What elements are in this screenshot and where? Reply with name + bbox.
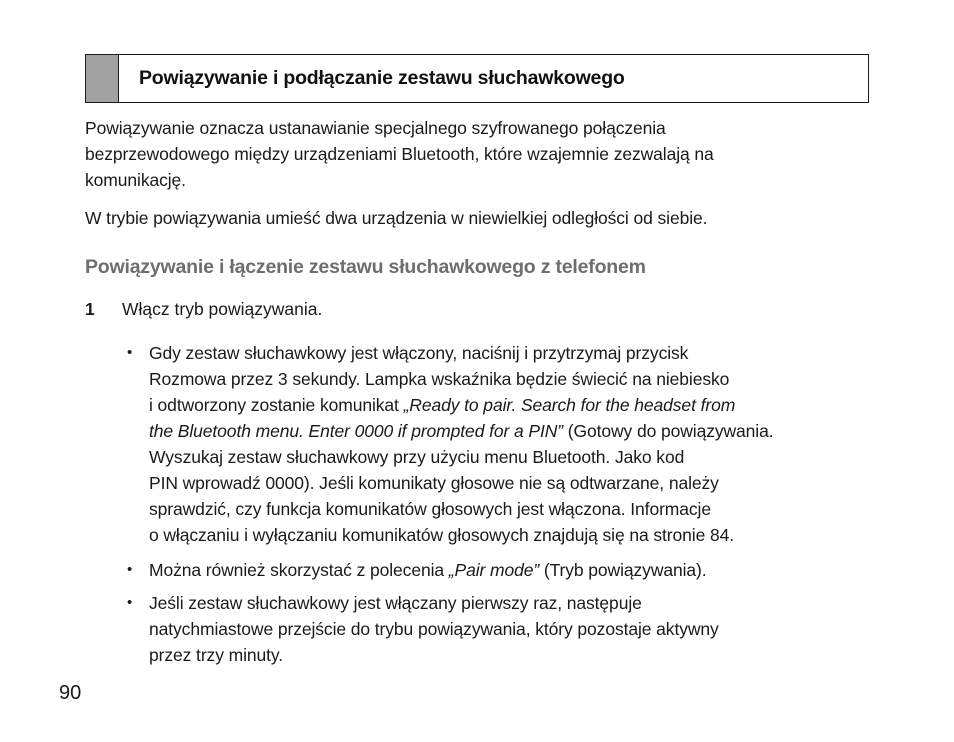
intro-paragraph-line-1: Powiązywanie oznacza ustanawianie specjalnego szyfrowanego połączenia xyxy=(85,118,666,138)
bullet-marker: • xyxy=(127,344,133,361)
intro-paragraph xyxy=(85,115,714,193)
step-text: Włącz tryb powiązywania. xyxy=(122,299,323,319)
voice-prompt-quote: the Bluetooth menu. Enter 0000 if prompted for a PIN” xyxy=(149,421,563,441)
bullet-marker: • xyxy=(127,594,133,611)
intro-paragraph-line-3: komunikację. xyxy=(85,170,186,190)
bullet-line: Wyszukaj zestaw słuchawkowy przy użyciu menu Bluetooth. Jako kod xyxy=(149,447,685,467)
bullet-text xyxy=(149,557,707,583)
bullet-line: Jeśli zestaw słuchawkowy jest włączany pierwszy raz, następuje xyxy=(149,593,642,613)
voice-prompt-quote: „Ready to pair. Search for the headset from xyxy=(403,395,736,415)
bullet-line: natychmiastowe przejście do trybu powiązywania, który pozostaje aktywny xyxy=(149,619,719,639)
intro-paragraph-line-2: bezprzewodowego między urządzeniami Bluetooth, które wzajemnie zezwalają na xyxy=(85,144,714,164)
voice-command-quote: „Pair mode” xyxy=(448,560,540,580)
bullet-text xyxy=(149,340,774,548)
bullet-line: sprawdzić, czy funkcja komunikatów głosowych jest włączona. Informacje xyxy=(149,499,711,519)
bullet-line xyxy=(149,557,707,583)
bullet-marker: • xyxy=(127,561,133,578)
bullet-line-text: (Tryb powiązywania). xyxy=(539,560,707,580)
bullet-line xyxy=(149,392,774,418)
bullet-line-text: i odtworzony zostanie komunikat xyxy=(149,395,404,415)
pairing-distance-paragraph: W trybie powiązywania umieść dwa urządzenia w niewielkiej odległości od siebie. xyxy=(85,208,708,228)
step-1 xyxy=(85,296,322,322)
section-header xyxy=(85,54,869,103)
bullet-line-text: Można również skorzystać z polecenia xyxy=(149,560,449,580)
bullet-text xyxy=(149,590,719,668)
bullet-line-text: (Gotowy do powiązywania. xyxy=(562,421,774,441)
page-number: 90 xyxy=(59,682,82,704)
bullet-line: przez trzy minuty. xyxy=(149,645,284,665)
step-number: 1 xyxy=(85,299,95,319)
bullet-line xyxy=(149,418,774,444)
subheading: Powiązywanie i łączenie zestawu słuchawkowego z telefonem xyxy=(85,256,646,278)
bullet-line: Gdy zestaw słuchawkowy jest włączony, naciśnij i przytrzymaj przycisk xyxy=(149,343,689,363)
bullet-line: PIN wprowadź 0000). Jeśli komunikaty głosowe nie są odtwarzane, należy xyxy=(149,473,719,493)
section-header-marker xyxy=(86,55,119,102)
section-title: Powiązywanie i podłączanie zestawu słuchawkowego xyxy=(139,67,625,89)
bullet-line: Rozmowa przez 3 sekundy. Lampka wskaźnika będzie świecić na niebiesko xyxy=(149,369,730,389)
bullet-line: o włączaniu i wyłączaniu komunikatów głosowych znajdują się na stronie 84. xyxy=(149,525,734,545)
